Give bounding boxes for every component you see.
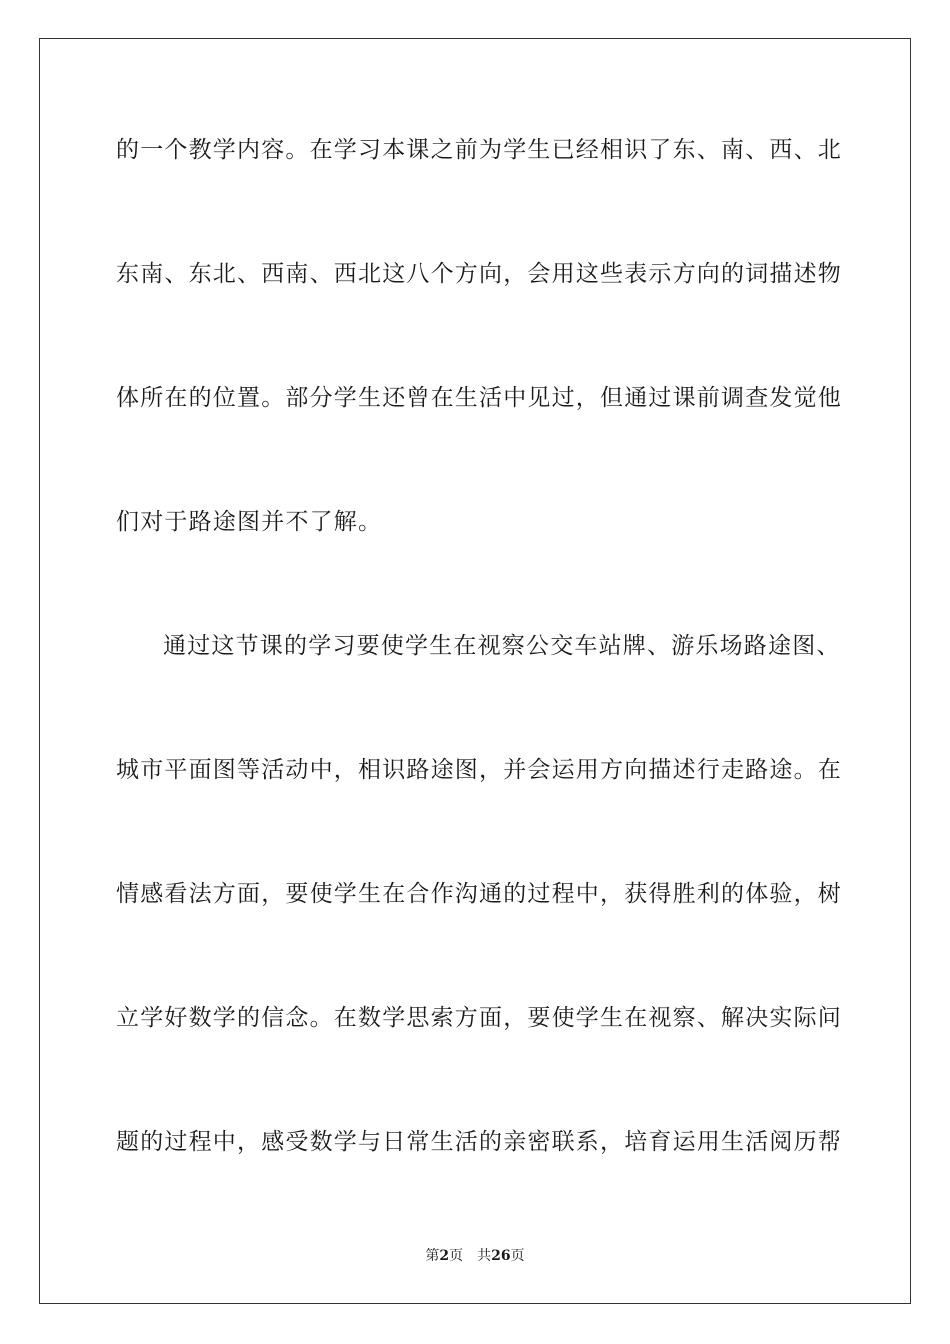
page-footer <box>0 1246 950 1266</box>
page-frame <box>39 38 911 1304</box>
body-text-line-4: 们对于路途图并不了解。 <box>116 509 383 535</box>
body-text-line-3: 体所在的位置。部分学生还曾在生活中见过，但通过课前调查发觉他 <box>116 385 842 411</box>
body-text-line-7: 情感看法方面，要使学生在合作沟通的过程中，获得胜利的体验，树 <box>116 881 842 907</box>
body-text-line-8: 立学好数学的信念。在数学思索方面，要使学生在视察、解决实际问 <box>116 1005 842 1031</box>
body-text-line-5: 通过这节课的学习要使学生在视察公交车站牌、游乐场路途图、 <box>163 633 841 659</box>
body-text-line-6: 城市平面图等活动中，相识路途图，并会运用方向描述行走路途。在 <box>116 757 842 783</box>
body-text-line-1: 的一个教学内容。在学习本课之前为学生已经相识了东、南、西、北 <box>116 137 842 163</box>
body-text-line-2: 东南、东北、西南、西北这八个方向，会用这些表示方向的词描述物 <box>116 261 842 287</box>
footer-page-prefix: 第 <box>425 1248 440 1264</box>
footer-total-prefix: 共 <box>477 1248 492 1264</box>
footer-page-number: 2 <box>439 1248 450 1264</box>
body-text-line-9: 题的过程中，感受数学与日常生活的亲密联系，培育运用生活阅历帮 <box>116 1129 842 1155</box>
footer-total-suffix: 页 <box>510 1248 525 1264</box>
footer-page-suffix: 页 <box>449 1248 464 1264</box>
footer-total-pages: 26 <box>491 1248 511 1264</box>
